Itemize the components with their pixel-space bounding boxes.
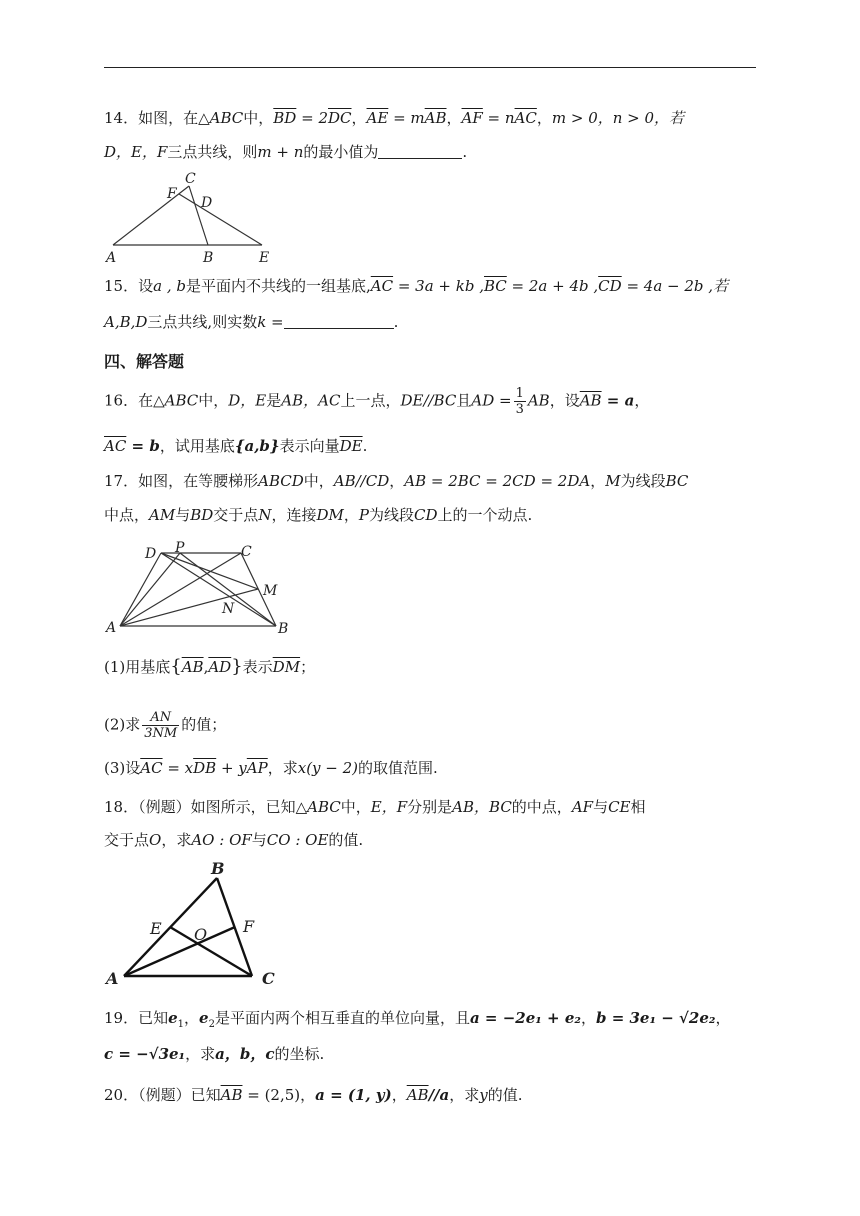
label-m: M [263,583,278,599]
q19-line2: c = −√3e₁，求a，b，c的坐标. [104,1045,325,1063]
vec-af: $\overline{AF}$ [461,109,483,127]
label-p: P [175,540,185,556]
q18-line1: 18．（例题）如图所示，已知△ABC中，E，F分别是AB，BC的中点，AF与CE相 [104,798,646,816]
q18-line2: 交于点O，求AO : OF与CO : OE的值. [104,831,364,849]
label-a: A [106,250,117,265]
q16-line1: 16．在△ABC中，D，E是AB，AC上一点，DE//BC且AD = $\frac{1}{3}$ AB，设$\overline{AB} = a$， [104,386,650,417]
label-o: O [194,925,208,944]
label-a: A [106,969,119,988]
label-d: D [145,546,157,562]
q15-line2: A,B,D三点共线,则实数k = . [104,313,399,331]
vec-ae: $\overline{AE}$ [366,109,389,127]
label-f: F [167,186,177,202]
figure-q18-triangle [104,860,294,990]
fraction-an-3nm: $\frac{AN}{3NM}$ [144,710,178,741]
label-b: B [211,860,225,878]
vec-ab: $\overline{AB}$ [424,109,447,127]
section-heading: 四、解答题 [104,352,185,371]
figure-q14-triangle [104,170,284,265]
q17-line1: 17．如图，在等腰梯形ABCD中，AB//CD，AB = 2BC = 2CD = 2DA，M为线段BC [104,472,689,490]
label-a: A [106,620,117,636]
vec-bd: $\overline{BD}$ [273,109,297,127]
q19-line1: 19．已知$e_1$，$e_2$是平面内两个相互垂直的单位向量，且a = −2e₁ + e₂，b = 3e₁ − √2e₂， [104,1009,731,1030]
q17-sub2: (2)求 $\frac{AN}{3NM}$ 的值； [104,710,227,741]
header-rule [104,67,756,68]
fraction-one-third: $\frac{1}{3}$ [515,386,524,417]
label-c: C [241,544,252,560]
q20-line1: 20．（例题）已知$\overline{AB} = (2,5)$，a = (1, y)，$\overline{AB}//a$，求y的值. [104,1086,523,1104]
q14-line1: 14．如图，在△ABC中，$\overline{BD} = 2\overline{DC}$，$\overline{AE} = m\overline{AB}$，$\overline{AF} = n\overline{AC}$，m > 0，n > 0，若 [104,109,685,127]
q17-sub1: (1)用基底$\{\overline{AB},\overline{AD}\}$表示$\overline{DM}$； [104,656,316,677]
vec-ac: $\overline{AC}$ [514,109,537,127]
answer-blank[interactable] [284,314,394,329]
label-e: E [150,919,162,938]
label-d: D [201,195,213,211]
label-b: B [203,250,214,265]
q16-line2: $\overline{AC} = b$，试用基底{a,b}表示向量$\overline{DE}$. [104,437,368,455]
answer-blank[interactable] [378,144,462,159]
q14-number: 14． [104,109,139,127]
q17-sub3: (3)设$\overline{AC} = x\overline{DB} + y\overline{AP}$，求x(y − 2)的取值范围. [104,759,438,777]
label-c: C [262,969,275,988]
q15-line1: 15．设a , b是平面内不共线的一组基底$,\overline{AC} = 3a$ + kb $,\overline{BC} = 2a + 4b$ $,\overline{CD} = 4a - 2b$ ,若 [104,277,729,295]
label-f: F [243,917,255,936]
label-b: B [278,621,289,637]
figure-q17-trapezoid [104,540,304,640]
q14-line2: D，E，F三点共线，则m + n的最小值为 . [104,143,468,161]
label-c: C [185,171,196,187]
label-e: E [259,250,270,265]
q17-line2: 中点，AM与BD交于点N，连接DM，P为线段CD上的一个动点. [104,506,533,524]
vec-dc: $\overline{DC}$ [328,109,352,127]
label-n: N [222,601,235,617]
